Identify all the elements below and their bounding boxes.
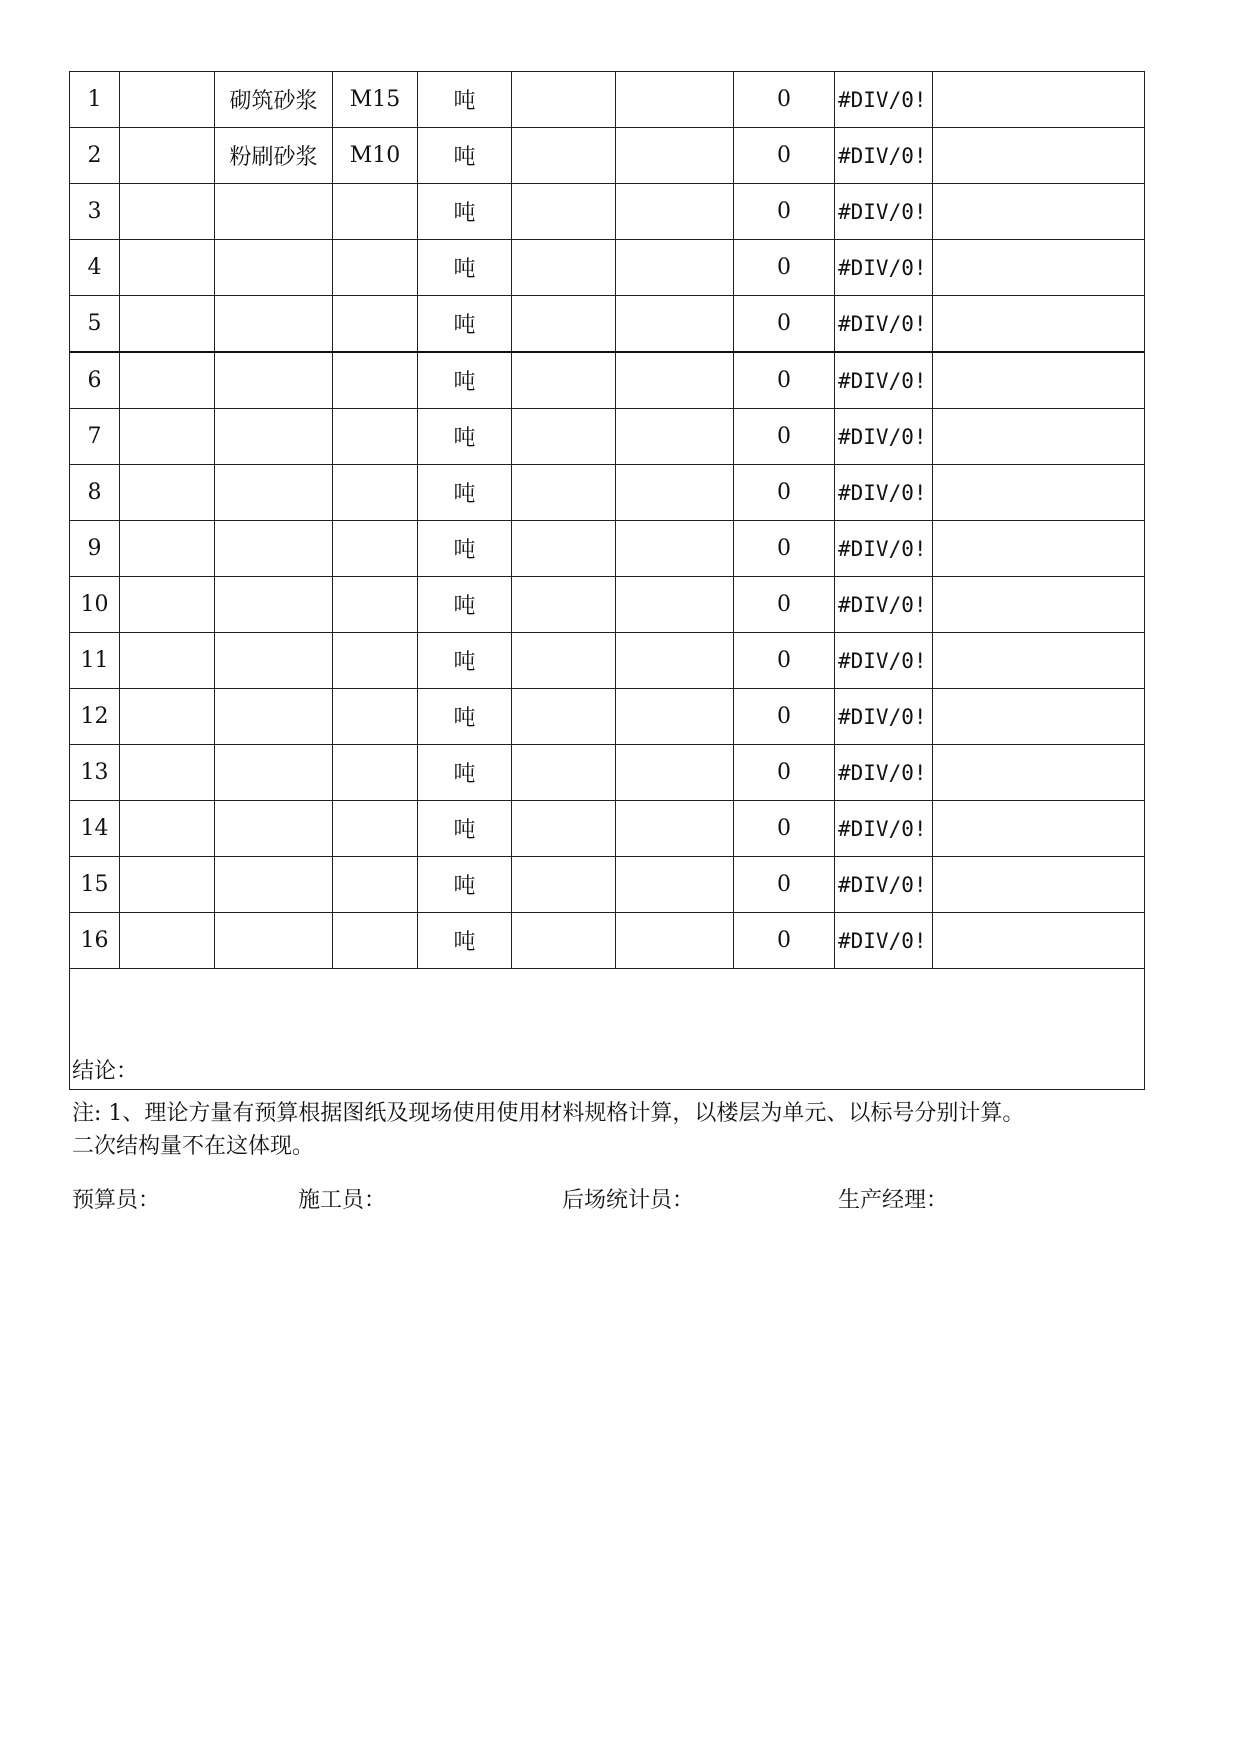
cell-remark [933, 801, 1145, 857]
cell-spec: M10 [333, 128, 418, 184]
cell-difference: 0 [734, 465, 835, 521]
cell-ratio: #DIV/0! [835, 857, 933, 913]
cell-material-name [215, 352, 333, 409]
cell-theory-qty [512, 465, 616, 521]
table-row [70, 128, 1145, 184]
cell-remark [933, 184, 1145, 240]
cell-actual-qty [616, 801, 734, 857]
cell-material-name [215, 184, 333, 240]
cell-unit: 吨 [418, 240, 512, 296]
cell-unit: 吨 [418, 521, 512, 577]
cell-remark [933, 72, 1145, 128]
cell-ratio: #DIV/0! [835, 240, 933, 296]
signature-statistician: 后场统计员： [562, 1188, 695, 1213]
cell-material-name [215, 801, 333, 857]
cell-difference: 0 [734, 689, 835, 745]
cell-unit: 吨 [418, 72, 512, 128]
cell-no: 7 [70, 409, 120, 465]
cell-ratio: #DIV/0! [835, 128, 933, 184]
cell-spec [333, 521, 418, 577]
cell-ratio: #DIV/0! [835, 633, 933, 689]
cell-difference: 0 [734, 72, 835, 128]
cell-ratio: #DIV/0! [835, 352, 933, 409]
table-row [70, 296, 1145, 353]
cell-material-name [215, 913, 333, 969]
cell-ratio: #DIV/0! [835, 745, 933, 801]
cell-spec [333, 801, 418, 857]
cell-ratio: #DIV/0! [835, 409, 933, 465]
table-row [70, 184, 1145, 240]
cell-code [120, 521, 215, 577]
cell-ratio: #DIV/0! [835, 465, 933, 521]
cell-actual-qty [616, 857, 734, 913]
cell-code [120, 352, 215, 409]
table-row [70, 913, 1145, 969]
cell-unit: 吨 [418, 577, 512, 633]
cell-theory-qty [512, 184, 616, 240]
cell-code [120, 128, 215, 184]
cell-material-name [215, 689, 333, 745]
cell-unit: 吨 [418, 745, 512, 801]
cell-difference: 0 [734, 633, 835, 689]
cell-actual-qty [616, 184, 734, 240]
cell-code [120, 689, 215, 745]
cell-no: 2 [70, 128, 120, 184]
cell-code [120, 184, 215, 240]
cell-remark [933, 128, 1145, 184]
cell-code [120, 913, 215, 969]
cell-material-name [215, 465, 333, 521]
cell-actual-qty [616, 352, 734, 409]
cell-ratio: #DIV/0! [835, 521, 933, 577]
cell-ratio: #DIV/0! [835, 801, 933, 857]
cell-difference: 0 [734, 352, 835, 409]
cell-spec [333, 913, 418, 969]
table-row [70, 689, 1145, 745]
cell-no: 6 [70, 352, 120, 409]
cell-theory-qty [512, 913, 616, 969]
cell-material-name: 砌筑砂浆 [215, 72, 333, 128]
cell-theory-qty [512, 745, 616, 801]
cell-no: 12 [70, 689, 120, 745]
cell-unit: 吨 [418, 633, 512, 689]
table-row [70, 521, 1145, 577]
cell-remark [933, 913, 1145, 969]
cell-material-name [215, 577, 333, 633]
cell-unit: 吨 [418, 128, 512, 184]
cell-spec [333, 184, 418, 240]
cell-material-name: 粉刷砂浆 [215, 128, 333, 184]
cell-theory-qty [512, 577, 616, 633]
cell-difference: 0 [734, 577, 835, 633]
cell-theory-qty [512, 128, 616, 184]
material-table [69, 71, 1145, 1090]
cell-no: 15 [70, 857, 120, 913]
cell-ratio: #DIV/0! [835, 72, 933, 128]
conclusion-row [70, 969, 1145, 1090]
cell-actual-qty [616, 240, 734, 296]
table-row [70, 801, 1145, 857]
table-row [70, 72, 1145, 128]
cell-difference: 0 [734, 184, 835, 240]
cell-theory-qty [512, 296, 616, 353]
cell-theory-qty [512, 72, 616, 128]
cell-unit: 吨 [418, 689, 512, 745]
table-row [70, 409, 1145, 465]
cell-unit: 吨 [418, 465, 512, 521]
cell-no: 10 [70, 577, 120, 633]
cell-difference: 0 [734, 240, 835, 296]
cell-spec: M15 [333, 72, 418, 128]
cell-no: 8 [70, 465, 120, 521]
cell-theory-qty [512, 409, 616, 465]
footnote-line-2: 二次结构量不在这体现。 [72, 1134, 315, 1159]
cell-remark [933, 465, 1145, 521]
cell-no: 14 [70, 801, 120, 857]
cell-theory-qty [512, 857, 616, 913]
cell-no: 4 [70, 240, 120, 296]
cell-remark [933, 577, 1145, 633]
cell-remark [933, 240, 1145, 296]
cell-ratio: #DIV/0! [835, 913, 933, 969]
cell-remark [933, 857, 1145, 913]
conclusion-label: 结论： [70, 969, 1145, 1090]
cell-remark [933, 689, 1145, 745]
cell-difference: 0 [734, 801, 835, 857]
cell-difference: 0 [734, 913, 835, 969]
cell-spec [333, 409, 418, 465]
signature-budget: 预算员： [72, 1188, 161, 1213]
cell-material-name [215, 240, 333, 296]
cell-theory-qty [512, 352, 616, 409]
cell-actual-qty [616, 409, 734, 465]
cell-spec [333, 465, 418, 521]
cell-theory-qty [512, 521, 616, 577]
cell-spec [333, 857, 418, 913]
cell-ratio: #DIV/0! [835, 577, 933, 633]
cell-code [120, 465, 215, 521]
cell-material-name [215, 409, 333, 465]
cell-no: 5 [70, 296, 120, 353]
cell-unit: 吨 [418, 352, 512, 409]
cell-material-name [215, 633, 333, 689]
cell-difference: 0 [734, 521, 835, 577]
cell-actual-qty [616, 633, 734, 689]
cell-actual-qty [616, 689, 734, 745]
footnote [72, 1097, 1162, 1163]
cell-theory-qty [512, 240, 616, 296]
cell-remark [933, 296, 1145, 353]
cell-difference: 0 [734, 409, 835, 465]
table-row [70, 352, 1145, 409]
cell-actual-qty [616, 913, 734, 969]
cell-ratio: #DIV/0! [835, 184, 933, 240]
cell-difference: 0 [734, 128, 835, 184]
table-row [70, 465, 1145, 521]
cell-no: 9 [70, 521, 120, 577]
cell-no: 3 [70, 184, 120, 240]
cell-spec [333, 240, 418, 296]
table-row [70, 240, 1145, 296]
table-row [70, 745, 1145, 801]
signature-construction: 施工员： [298, 1188, 387, 1213]
cell-remark [933, 352, 1145, 409]
cell-remark [933, 521, 1145, 577]
cell-ratio: #DIV/0! [835, 296, 933, 353]
cell-actual-qty [616, 465, 734, 521]
cell-code [120, 633, 215, 689]
cell-code [120, 296, 215, 353]
cell-material-name [215, 857, 333, 913]
cell-code [120, 801, 215, 857]
cell-difference: 0 [734, 857, 835, 913]
cell-unit: 吨 [418, 184, 512, 240]
cell-code [120, 577, 215, 633]
cell-spec [333, 633, 418, 689]
cell-material-name [215, 296, 333, 353]
cell-difference: 0 [734, 745, 835, 801]
table-row [70, 857, 1145, 913]
cell-spec [333, 689, 418, 745]
cell-actual-qty [616, 521, 734, 577]
cell-theory-qty [512, 689, 616, 745]
cell-spec [333, 745, 418, 801]
cell-material-name [215, 521, 333, 577]
cell-remark [933, 745, 1145, 801]
cell-remark [933, 633, 1145, 689]
cell-spec [333, 352, 418, 409]
cell-no: 13 [70, 745, 120, 801]
cell-code [120, 240, 215, 296]
cell-no: 16 [70, 913, 120, 969]
cell-remark [933, 409, 1145, 465]
cell-unit: 吨 [418, 913, 512, 969]
cell-actual-qty [616, 72, 734, 128]
cell-actual-qty [616, 296, 734, 353]
cell-material-name [215, 745, 333, 801]
cell-actual-qty [616, 577, 734, 633]
cell-unit: 吨 [418, 296, 512, 353]
cell-code [120, 72, 215, 128]
cell-code [120, 745, 215, 801]
cell-ratio: #DIV/0! [835, 689, 933, 745]
footnote-line-1: 注: 1、理论方量有预算根据图纸及现场使用使用材料规格计算，以楼层为单元、以标号分别计算。 [72, 1101, 1025, 1126]
signature-manager: 生产经理： [838, 1188, 949, 1213]
table-row [70, 633, 1145, 689]
cell-actual-qty [616, 128, 734, 184]
cell-actual-qty [616, 745, 734, 801]
cell-no: 11 [70, 633, 120, 689]
cell-spec [333, 296, 418, 353]
cell-unit: 吨 [418, 409, 512, 465]
cell-unit: 吨 [418, 857, 512, 913]
cell-no: 1 [70, 72, 120, 128]
cell-spec [333, 577, 418, 633]
cell-unit: 吨 [418, 801, 512, 857]
table-row [70, 577, 1145, 633]
cell-code [120, 857, 215, 913]
cell-code [120, 409, 215, 465]
cell-theory-qty [512, 633, 616, 689]
cell-theory-qty [512, 801, 616, 857]
cell-difference: 0 [734, 296, 835, 353]
